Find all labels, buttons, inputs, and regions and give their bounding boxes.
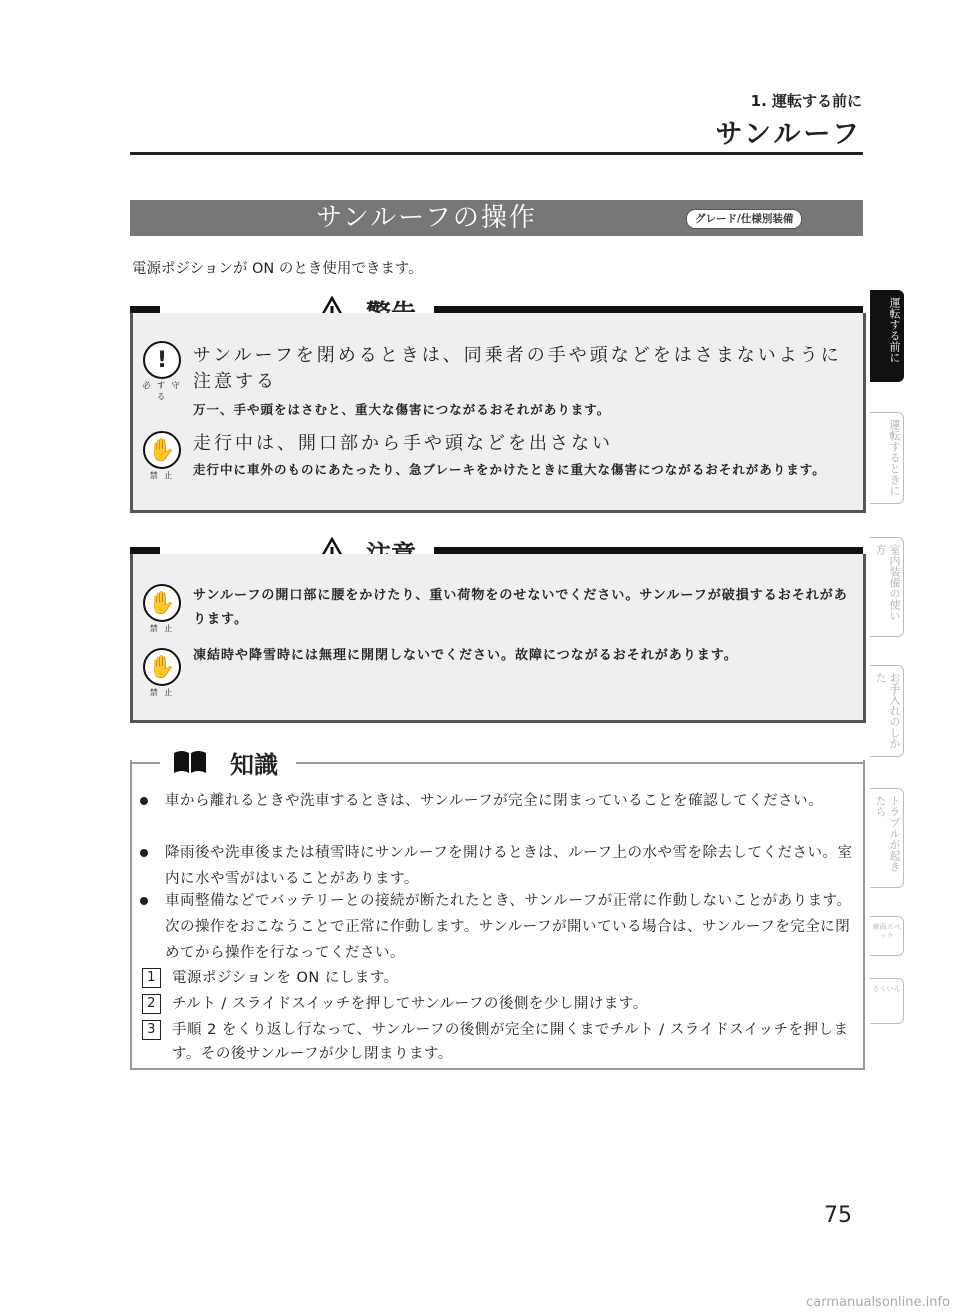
icon-caption: 必 す 守 る [142, 381, 182, 401]
caution-box [130, 554, 866, 723]
side-tab-care[interactable]: お手入れのしかた [870, 665, 904, 757]
warning-detail: 走行中に車外のものにあたったり、急ブレーキをかけたときに重大な傷害につながるおそれがあります。 [193, 462, 826, 477]
side-tab-spec[interactable]: 車両スペック [870, 916, 904, 956]
knowledge-label: 知識 [230, 751, 278, 779]
side-tab-index[interactable]: さくいん [870, 978, 904, 1024]
side-tab-interior[interactable]: 室内装備の使い方 [870, 537, 904, 637]
side-tab-driving-prep[interactable]: 運転する前に [870, 290, 904, 382]
title-rule [130, 152, 863, 155]
section-bar [130, 200, 863, 236]
prohibited-hand-icon: ✋ [143, 431, 181, 469]
warning-heading: 走行中は、開口部から手や頭などを出さない [193, 433, 613, 454]
side-tab-trouble[interactable]: トラブルが起きたら [870, 788, 904, 888]
step-number: 2 [142, 994, 161, 1014]
icon-caption: 禁 止 [149, 471, 175, 480]
page-number: 75 [824, 1203, 852, 1228]
warning-heading: サンルーフを閉めるときは、同乗者の手や頭などをはさまないように注意する [193, 345, 842, 392]
section-title: サンルーフの操作 [316, 203, 537, 233]
exclamation-circle-icon: ! [143, 341, 181, 379]
intro-text: 電源ポジションが ON のとき使用できます。 [132, 261, 423, 277]
side-tab-while-driving[interactable]: 運転するときに [870, 412, 904, 504]
caution-text: サンルーフの開口部に腰をかけたり、重い荷物をのせないでください。サンルーフが破損するおそれがあります。 [193, 588, 848, 627]
chapter-heading: 1. 運転する前に [750, 92, 862, 110]
warning-detail: 万一、手や頭をはさむと、重大な傷害につながるおそれがあります。 [193, 402, 611, 417]
prohibited-hand-icon: ✋ [143, 648, 181, 686]
step-number: 1 [142, 968, 161, 988]
prohibited-hand-icon: ✋ [143, 584, 181, 622]
page-title: サンルーフ [715, 119, 862, 150]
footer-watermark: carmanualsonline.info [806, 1295, 950, 1310]
step-number: 3 [142, 1020, 161, 1040]
icon-caption: 禁 止 [149, 624, 175, 633]
grade-badge: グレード/仕様別装備 [686, 209, 802, 229]
warning-box [130, 313, 866, 513]
caution-text: 凍結時や降雪時には無理に開閉しないでください。故障につながるおそれがあります。 [193, 648, 738, 663]
icon-caption: 禁 止 [149, 688, 175, 697]
